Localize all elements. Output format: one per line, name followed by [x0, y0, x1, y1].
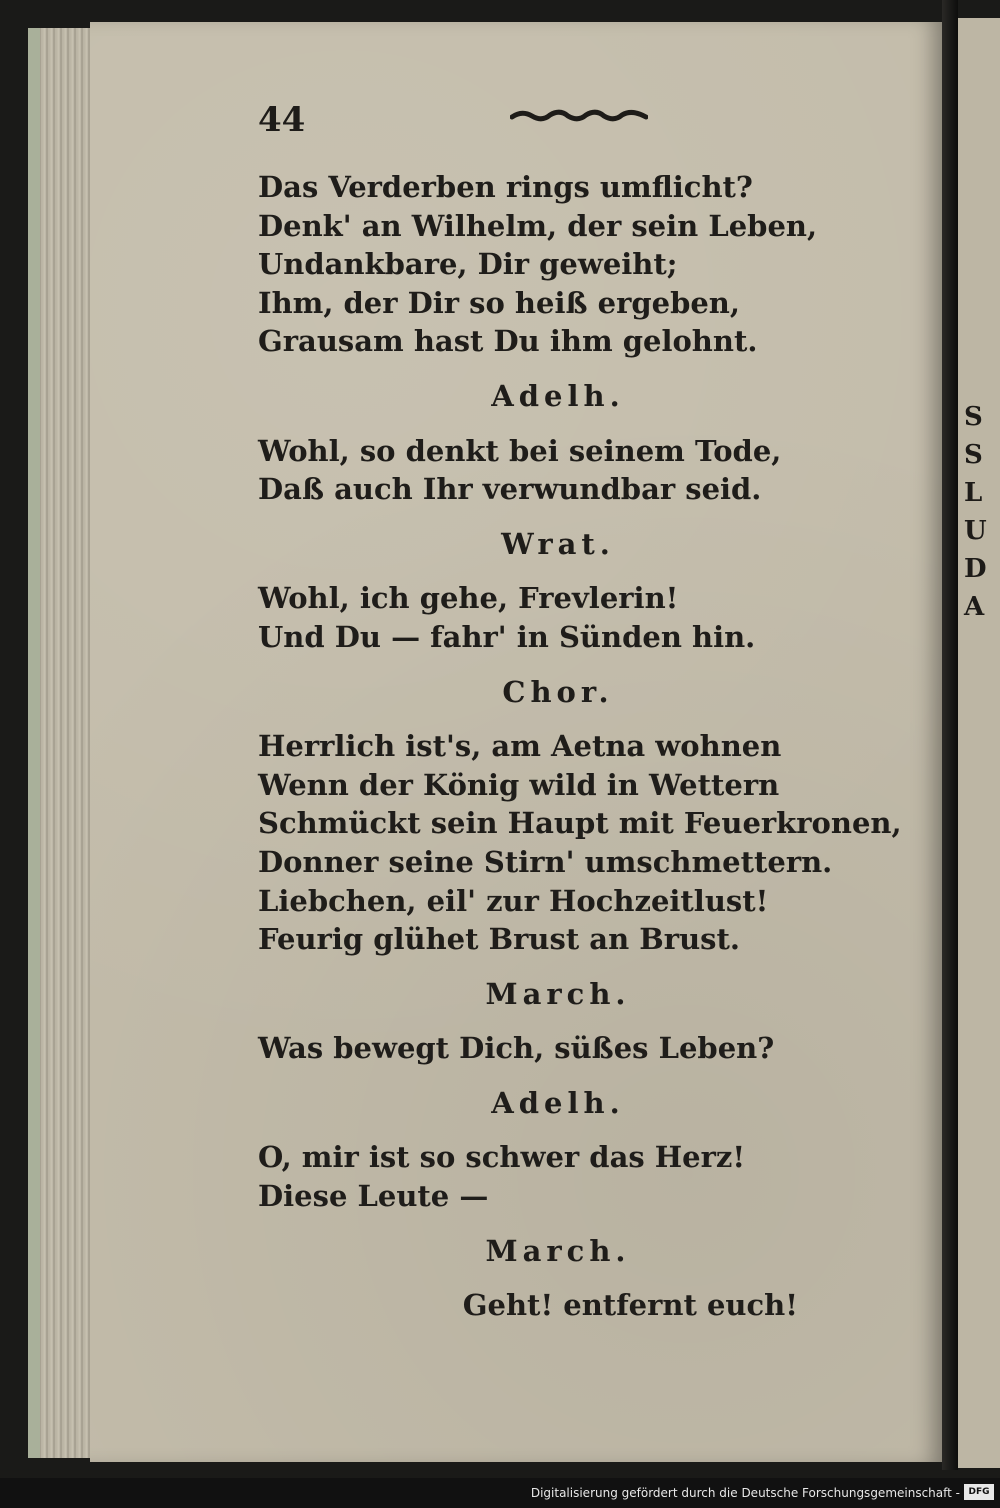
- ornament-rule-icon: [510, 108, 648, 124]
- verse-line: Herrlich ist's, am Aetna wohnen: [258, 729, 782, 764]
- verse-text-block: [258, 168, 902, 1325]
- verse-line: Wohl, so denkt bei seinem Tode,: [258, 433, 782, 468]
- line-gap: [258, 563, 818, 579]
- next-page-glyph: D: [964, 554, 987, 584]
- line-gap: [258, 416, 818, 432]
- line-gap: [258, 1013, 818, 1029]
- line-gap: [258, 509, 818, 525]
- next-page-glyph: S: [964, 402, 983, 432]
- verse-line: Ihm, der Dir so heiß ergeben,: [258, 285, 740, 320]
- verse-line: Undankbare, Dir geweiht;: [258, 247, 678, 282]
- verse-line: Schmückt sein Haupt mit Feuerkronen,: [258, 806, 902, 841]
- speaker-name: Adelh.: [491, 378, 625, 413]
- speaker-name: Adelh.: [491, 1085, 625, 1120]
- verse-line: Daß auch Ihr verwundbar seid.: [258, 472, 762, 507]
- page-number: 44: [258, 100, 306, 140]
- line-gap: [258, 959, 818, 975]
- page-edge-tint: [28, 28, 40, 1458]
- speaker-name: Chor.: [502, 674, 614, 709]
- speaker-name: March.: [485, 1233, 631, 1268]
- line-gap: [258, 1216, 818, 1232]
- next-page-glyph: U: [964, 516, 987, 546]
- line-gap: [258, 657, 818, 673]
- line-gap: [258, 361, 818, 377]
- verse-line: Was bewegt Dich, süßes Leben?: [258, 1031, 775, 1066]
- verse-line: Wohl, ich gehe, Frevlerin!: [258, 581, 679, 616]
- verse-line: Das Verderben rings umflicht?: [258, 170, 753, 204]
- verse-line: Liebchen, eil' zur Hochzeitlust!: [258, 883, 769, 918]
- verse-line: Feurig glühet Brust an Brust.: [258, 922, 740, 957]
- verse-line: Grausam hast Du ihm gelohnt.: [258, 324, 758, 359]
- speaker-name: Wrat.: [501, 526, 615, 561]
- next-page-edge: [958, 18, 1000, 1468]
- line-gap: [258, 1270, 818, 1286]
- line-gap: [258, 711, 818, 727]
- dfg-logo: DFG: [964, 1484, 994, 1500]
- next-page-glyph: S: [964, 440, 983, 470]
- footer-credit: Digitalisierung gefördert durch die Deutsche Forschungsgemeinschaft -: [530, 1486, 960, 1500]
- speaker-name: March.: [485, 976, 631, 1011]
- verse-line: Geht! entfernt euch!: [462, 1288, 798, 1323]
- line-gap: [258, 1122, 818, 1138]
- verse-line: Diese Leute —: [258, 1179, 489, 1214]
- verse-line: Denk' an Wilhelm, der sein Leben,: [258, 208, 818, 243]
- verse-line: Donner seine Stirn' umschmettern.: [258, 844, 833, 879]
- verse-line: Wenn der König wild in Wettern: [258, 767, 780, 802]
- page-header: [258, 100, 658, 140]
- line-gap: [258, 1068, 818, 1084]
- verse-line: Und Du — fahr' in Sünden hin.: [258, 619, 756, 654]
- next-page-glyph: L: [964, 478, 983, 508]
- book-gutter: [942, 0, 958, 1470]
- verse-line: O, mir ist so schwer das Herz!: [258, 1140, 746, 1175]
- next-page-glyph: A: [964, 592, 985, 622]
- footer-bar: [0, 1478, 1000, 1508]
